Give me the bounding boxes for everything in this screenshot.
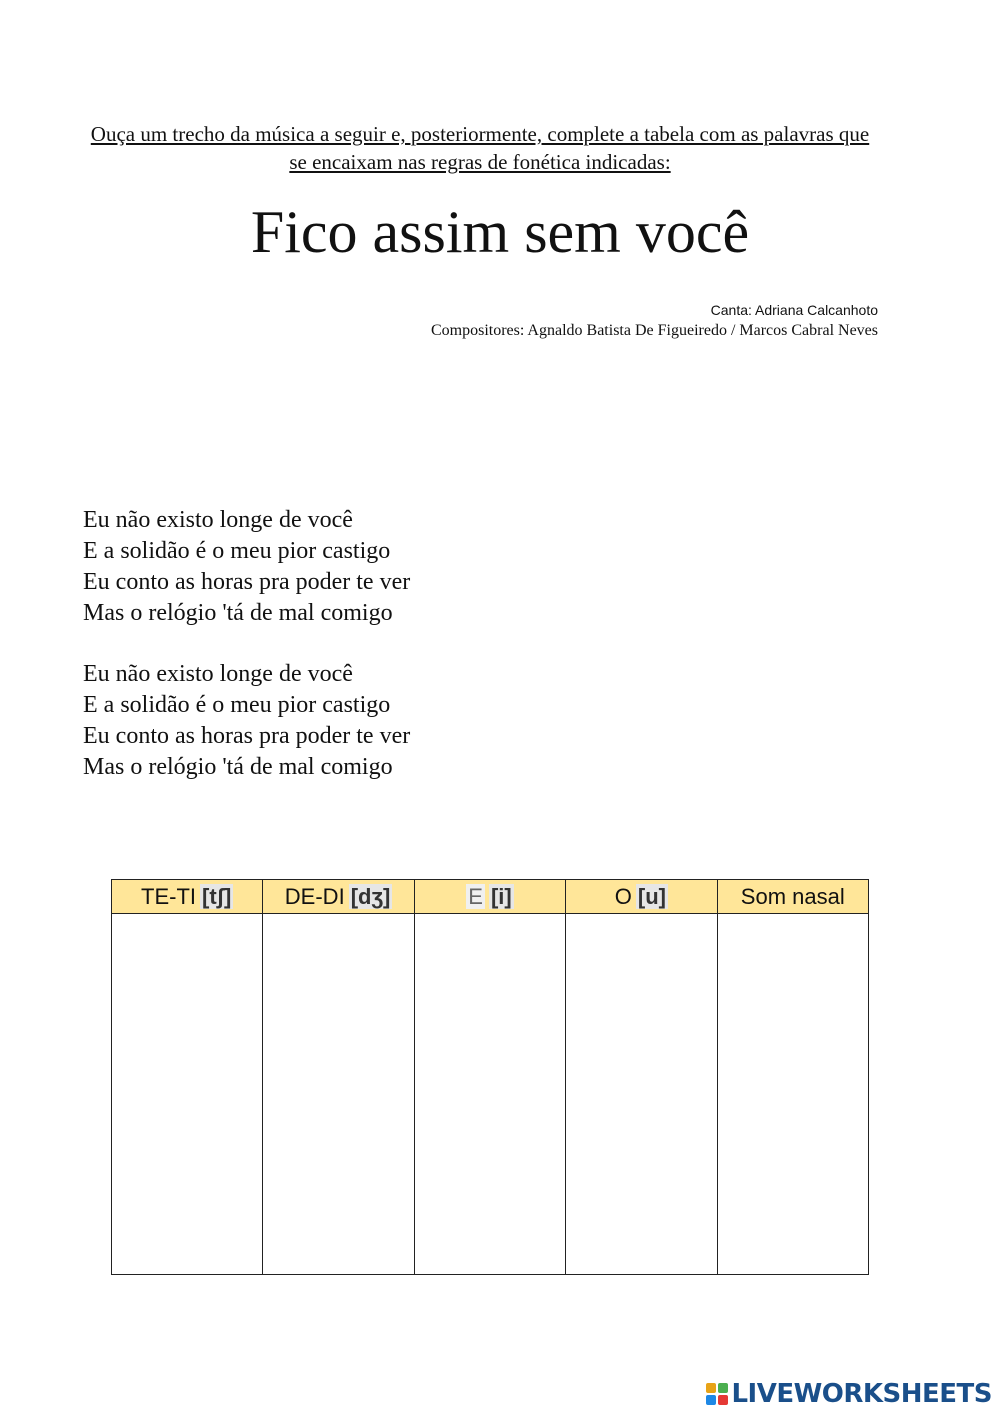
stanza-1 [83, 505, 410, 629]
answer-input-de-di[interactable] [263, 912, 413, 1272]
answer-input-te-ti[interactable] [112, 912, 262, 1272]
lyric-line: E a solidão é o meu pior castigo [83, 692, 391, 718]
lyric-line: Eu conto as horas pra poder te ver [83, 723, 411, 749]
answer-cell-o[interactable] [566, 914, 717, 1275]
header-label: Som nasal [740, 883, 845, 909]
lyric-line: Mas o relógio 'tá de mal comigo [83, 600, 393, 626]
header-de-di [263, 880, 414, 914]
header-label: O [614, 883, 632, 909]
header-label: E [468, 883, 483, 909]
answer-cell-de-di[interactable] [263, 914, 414, 1275]
logo-tile [718, 1383, 728, 1393]
header-som-nasal [717, 880, 868, 914]
logo-tile [706, 1383, 716, 1393]
lyric-line: Mas o relógio 'tá de mal comigo [83, 754, 393, 780]
header-label: TE-TI [141, 883, 197, 909]
ipa-symbol: [dʒ] [350, 883, 391, 909]
header-te-ti [112, 880, 263, 914]
header-e [414, 880, 565, 914]
answer-cell-som-nasal[interactable] [717, 914, 868, 1275]
ipa-symbol: [i] [490, 883, 512, 909]
answer-input-e[interactable] [415, 912, 565, 1272]
answer-input-som-nasal[interactable] [718, 912, 868, 1272]
liveworksheets-grid-icon [706, 1383, 728, 1405]
song-credits [431, 300, 878, 342]
table-answer-row [112, 914, 869, 1275]
answer-input-o[interactable] [566, 912, 716, 1272]
lyric-line: Eu conto as horas pra poder te ver [83, 569, 411, 595]
logo-text: LIVEWORKSHEETS [731, 1379, 992, 1409]
lyric-line: E a solidão é o meu pior castigo [83, 538, 391, 564]
logo-tile [718, 1395, 728, 1405]
liveworksheets-logo [706, 1379, 992, 1409]
composers-credit: Compositores: Agnaldo Batista De Figueiredo / Marcos Cabral Neves [430, 322, 878, 339]
ipa-symbol: [tʃ] [202, 883, 232, 909]
logo-tile [706, 1395, 716, 1405]
stanza-2 [83, 659, 410, 783]
lyric-line: Eu não existo longe de você [83, 507, 353, 533]
phonetics-table [111, 879, 869, 1275]
lyrics [83, 505, 410, 813]
answer-cell-te-ti[interactable] [112, 914, 263, 1275]
header-label: DE-DI [284, 883, 345, 909]
lyric-line: Eu não existo longe de você [83, 661, 353, 687]
singer-credit: Canta: Adriana Calcanhoto [710, 302, 878, 318]
answer-cell-e[interactable] [414, 914, 565, 1275]
song-title: Fico assim sem você [250, 199, 750, 265]
instructions-text: Ouça um trecho da música a seguir e, posteriormente, complete a tabela com as palavras que se encaixam nas regras de fonética indicadas: [90, 122, 870, 174]
header-o [566, 880, 717, 914]
table-header-row [112, 880, 869, 914]
ipa-symbol: [u] [637, 883, 666, 909]
